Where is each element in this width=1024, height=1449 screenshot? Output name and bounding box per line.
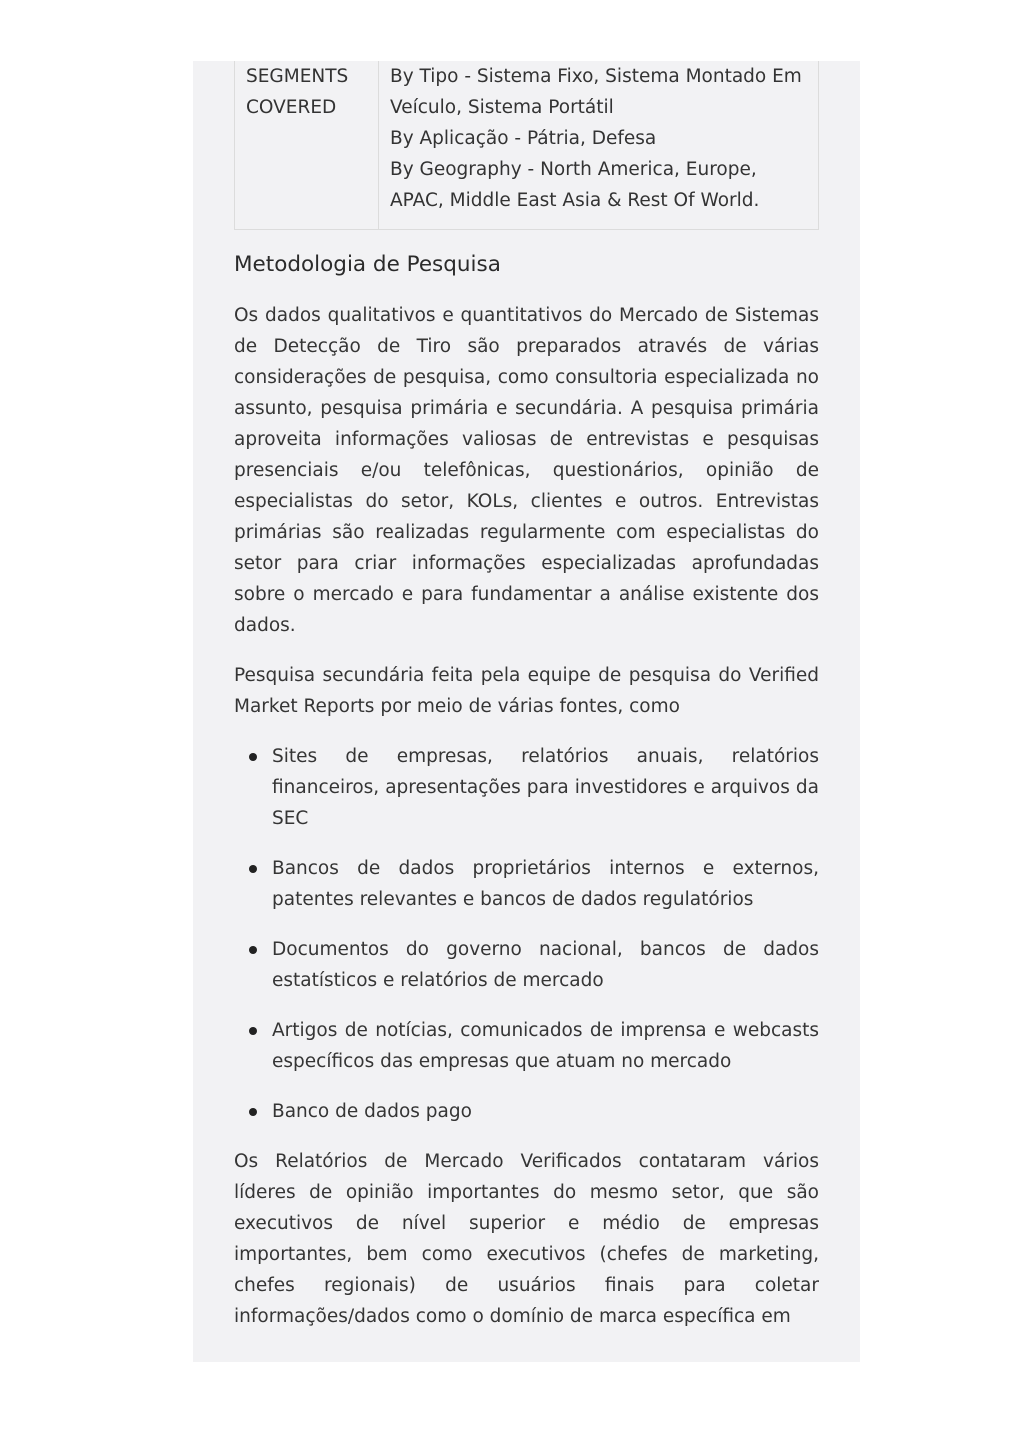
segments-table: [234, 61, 819, 230]
segment-by-application: By Aplicação - Pátria, Defesa: [390, 128, 657, 149]
segments-label: SEGMENTS COVERED: [235, 61, 379, 230]
list-item-text: Artigos de notícias, comunicados de imprensa e webcasts específicos das empresas que atuam no mercado: [272, 1020, 819, 1072]
list-item-text: Sites de empresas, relatórios anuais, relatórios financeiros, apresentações para investidores e arquivos da SEC: [272, 746, 819, 829]
list-item: [272, 934, 819, 996]
bullet-icon: [249, 753, 257, 761]
segment-by-type: By Tipo - Sistema Fixo, Sistema Montado Em Veículo, Sistema Portátil: [390, 66, 802, 118]
methodology-paragraph-1: Os dados qualitativos e quantitativos do Mercado de Sistemas de Detecção de Tiro são preparados através de várias considerações de pesquisa, como consultoria especializada no assunto, pesquisa primária e secundária. A pesquisa primária aproveita informações valiosas de entrevistas e pesquisas presenciais e/ou telefônicas, questionários, opinião de especialistas do setor, KOLs, clientes e outros. Entrevistas primárias são realizadas regularmente com especialistas do setor para criar informações especializadas aprofundadas sobre o mercado e para fundamentar a análise existente dos dados.: [234, 305, 819, 636]
list-item: [272, 741, 819, 834]
bullet-icon: [249, 1027, 257, 1035]
bullet-icon: [249, 865, 257, 873]
list-item: [272, 853, 819, 915]
segments-row: [235, 61, 819, 230]
list-item-text: Bancos de dados proprietários internos e externos, patentes relevantes e bancos de dados regulatórios: [272, 858, 819, 910]
list-item-text: Banco de dados pago: [272, 1101, 472, 1122]
segment-by-geography: By Geography - North America, Europe, APAC, Middle East Asia & Rest Of World.: [390, 159, 760, 211]
list-item: [272, 1015, 819, 1077]
bullet-icon: [249, 946, 257, 954]
section-title: Metodologia de Pesquisa: [234, 252, 501, 277]
segments-value: [379, 61, 819, 230]
content-panel: [193, 61, 860, 1362]
bullet-icon: [249, 1108, 257, 1116]
sources-list: [234, 741, 819, 1127]
methodology-paragraph-3: Os Relatórios de Mercado Verificados contataram vários líderes de opinião importantes do mesmo setor, que são executivos de nível superior e médio de empresas importantes, bem como executivos (chefes de marketing, chefes regionais) de usuários finais para coletar informações/dados como o domínio de marca específica em: [234, 1151, 819, 1327]
content-column: [234, 61, 819, 1332]
list-item: [272, 1096, 819, 1127]
methodology-paragraph-2: Pesquisa secundária feita pela equipe de pesquisa do Verified Market Reports por meio de várias fontes, como: [234, 665, 819, 717]
list-item-text: Documentos do governo nacional, bancos de dados estatísticos e relatórios de mercado: [272, 939, 819, 991]
